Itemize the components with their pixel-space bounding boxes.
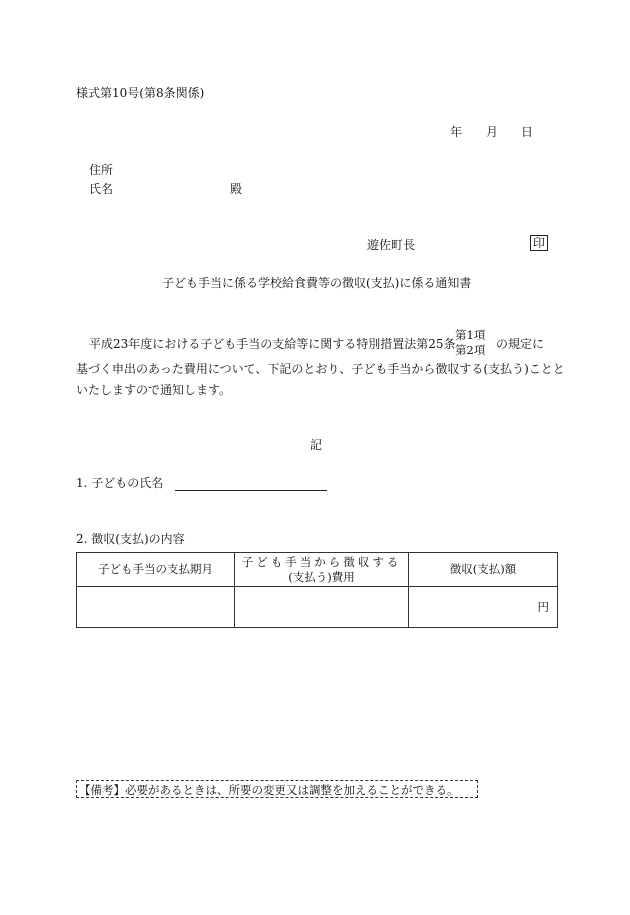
body-line2: 基づく申出のあった費用について、下記のとおり、子ども手当から徴収する(支払う)ことと xyxy=(76,362,565,376)
date-day-label: 日 xyxy=(521,125,534,139)
cell-amount[interactable]: 円 xyxy=(409,587,558,628)
document-title: 子ども手当に係る学校給食費等の徴収(支払)に係る通知書 xyxy=(162,276,472,290)
note-box xyxy=(76,780,478,798)
header-amount: 徴収(支払)額 xyxy=(409,553,558,587)
seal-mark: 印 xyxy=(530,235,548,251)
body-line1-after: の規定に xyxy=(496,337,545,351)
note-label: 【備考】 xyxy=(79,783,125,797)
clause-options xyxy=(455,328,485,358)
cell-payment-month[interactable] xyxy=(77,587,235,628)
header-cost-line2: (支払う)費用 xyxy=(288,569,355,584)
section1-row xyxy=(76,474,327,491)
clause-option-2: 第2項 xyxy=(455,343,486,357)
cell-cost[interactable] xyxy=(235,587,409,628)
table-header-row xyxy=(77,553,558,587)
body-line1-before: 平成23年度における子ども手当の支給等に関する特別措置法第25条 xyxy=(89,337,456,351)
form-id: 様式第10号(第8条関係) xyxy=(76,86,205,100)
honorific-label: 殿 xyxy=(230,182,243,196)
issuer-title: 遊佐町長 xyxy=(367,238,416,252)
ki-heading: 記 xyxy=(310,438,323,452)
collection-table xyxy=(76,552,558,628)
header-cost xyxy=(235,553,409,587)
section2-label: 2. 徴収(支払)の内容 xyxy=(76,532,185,546)
address-label: 住所 xyxy=(89,163,114,177)
name-label: 氏名 xyxy=(89,182,114,196)
child-name-blank[interactable] xyxy=(175,478,327,491)
section1-label: 1. 子どもの氏名 xyxy=(76,476,164,490)
header-cost-line1: 子ども手当から徴収する xyxy=(241,554,402,569)
body-line3: いたしますので通知します。 xyxy=(76,383,232,397)
header-payment-month: 子ども手当の支払期月 xyxy=(77,553,235,587)
clause-option-1: 第1項 xyxy=(455,328,486,342)
date-year-label: 年 xyxy=(450,125,463,139)
date-month-label: 月 xyxy=(486,125,499,139)
note-text: 必要があるときは、所要の変更又は調整を加えることができる。 xyxy=(125,783,459,797)
table-row xyxy=(77,587,558,628)
